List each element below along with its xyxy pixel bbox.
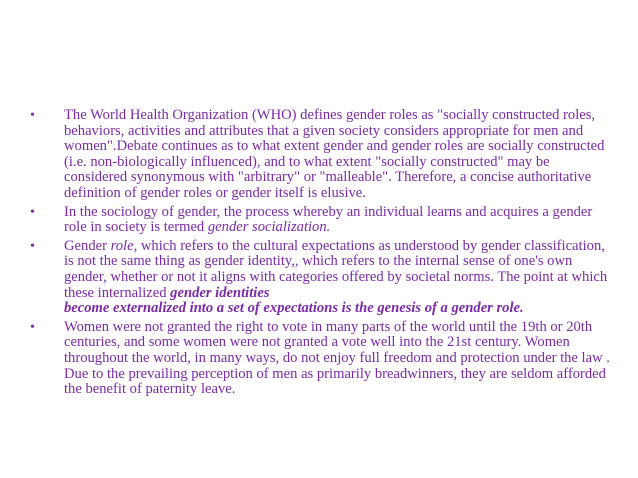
bullet-icon: •	[30, 108, 35, 123]
bullet-icon: •	[30, 204, 35, 220]
bullet-italic-term: gender socialization.	[207, 219, 331, 236]
bullet-text: In the sociology of gender, the process whereby an individual learns and acquires a gender role in society is termed	[64, 203, 593, 236]
bullet-list	[28, 108, 612, 401]
bullet-icon: •	[30, 319, 35, 335]
bullet-text: The World Health Organization (WHO) defines gender roles as "socially constructed roles, behaviors, activities and attributes that a given society considers appropriate for men and women".Debate continues as to what extent gender and gender roles are socially constructed (i.e. non-biologically influenced), and to what extent "socially constructed" may be considered synonymous with "arbitrary" or "malleable". Therefore, a concise authoritative definition of gender roles or gender itself is elusive.	[64, 107, 605, 201]
bullet-icon: •	[30, 238, 35, 254]
bullet-bold-italic-sentence: become externalized into a set of expectations is the genesis of a gender role.	[64, 300, 524, 317]
bullet-item-who-definition	[28, 108, 612, 202]
bullet-item-gender-socialization	[28, 205, 612, 236]
bullet-item-gender-role	[28, 239, 612, 317]
bullet-text-start: Gender	[64, 237, 111, 254]
bullet-italic-term: role,	[110, 237, 138, 254]
bullet-bold-italic-phrase: gender identities	[170, 284, 270, 301]
bullet-text-middle: which refers to the cultural expectations as understood by gender classification, is not the same thing as gender identity,, which refers to the internal sense of one's own gender, whether or not it aligns with categories offered by societal norms. The point at which these internalized	[64, 237, 608, 301]
bullet-text: Women were not granted the right to vote in many parts of the world until the 19th or 20th centuries, and some women were not granted a vote well into the 21st century. Women throughout the world, in many ways, do not enjoy full freedom and protection under the law . Due to the prevailing perception of men as primarily breadwinners, they are seldom afforded the benefit of paternity leave.	[64, 318, 610, 398]
bullet-item-women-rights	[28, 320, 612, 398]
